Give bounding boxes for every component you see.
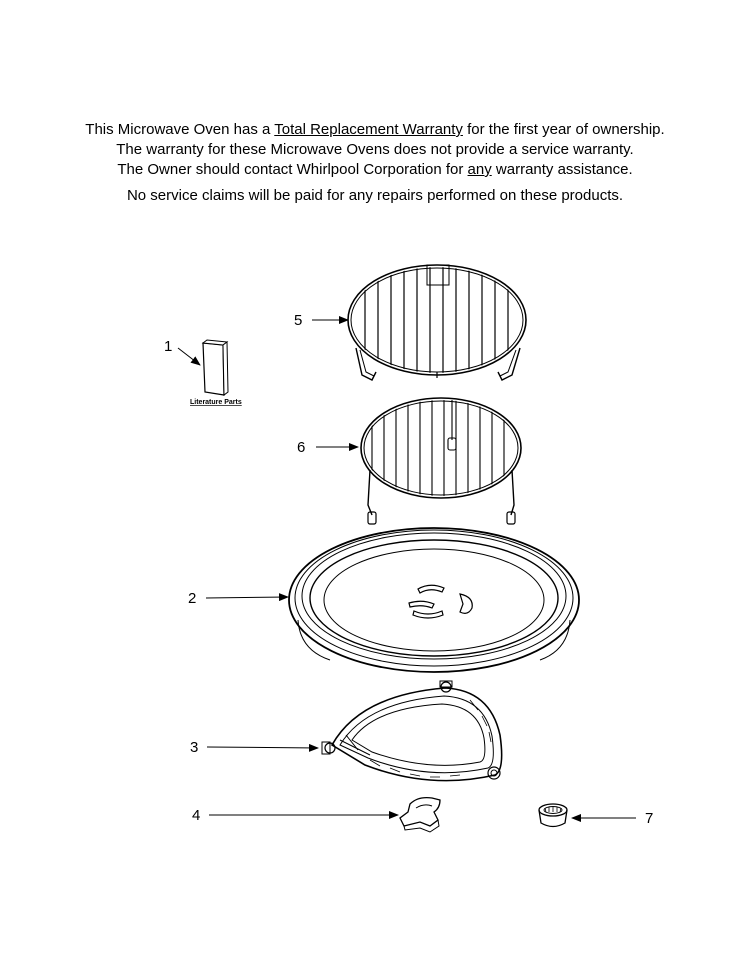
callout-4-number: 4	[192, 807, 201, 824]
callout-6-number: 6	[297, 439, 306, 456]
callout-5	[294, 312, 348, 329]
notice-line-4: No service claims will be paid for any repairs performed on these products.	[126, 187, 624, 204]
part-2-turntable-tray	[289, 528, 579, 672]
part-4-coupler	[400, 798, 440, 832]
part-6-short-rack	[361, 395, 521, 524]
callout-1	[164, 338, 200, 365]
part-7-roller	[539, 804, 567, 827]
callout-1-arrow	[178, 348, 200, 365]
callout-2	[188, 590, 288, 607]
part-1-literature	[190, 340, 242, 406]
notice-line-3-end: warranty assistance.	[491, 161, 633, 178]
callout-3-arrow	[207, 747, 318, 748]
notice-line-3-start: The Owner should contact Whirlpool Corporation for	[117, 161, 468, 178]
literature-parts-label: Literature Parts	[190, 399, 242, 406]
callout-6	[297, 439, 358, 456]
callout-1-number: 1	[164, 338, 173, 355]
callout-7	[572, 810, 653, 827]
callout-3	[190, 739, 318, 756]
callout-7-number: 7	[645, 810, 654, 827]
total-replacement-warranty-text: Total Replacement Warranty	[274, 121, 463, 138]
part-5-tall-rack	[348, 260, 526, 380]
callout-2-number: 2	[188, 590, 197, 607]
callout-4	[192, 807, 398, 824]
notice-line-2: The warranty for these Microwave Ovens does not provide a service warranty.	[116, 141, 634, 158]
notice-line-1-end: for the first year of ownership.	[462, 121, 665, 138]
callout-2-arrow	[206, 597, 288, 598]
part-3-roller-ring	[322, 681, 502, 781]
notice-line-1-start: This Microwave Oven has a	[85, 121, 275, 138]
any-underlined-text: any	[467, 161, 492, 178]
callout-3-number: 3	[190, 739, 199, 756]
callout-5-number: 5	[294, 312, 303, 329]
